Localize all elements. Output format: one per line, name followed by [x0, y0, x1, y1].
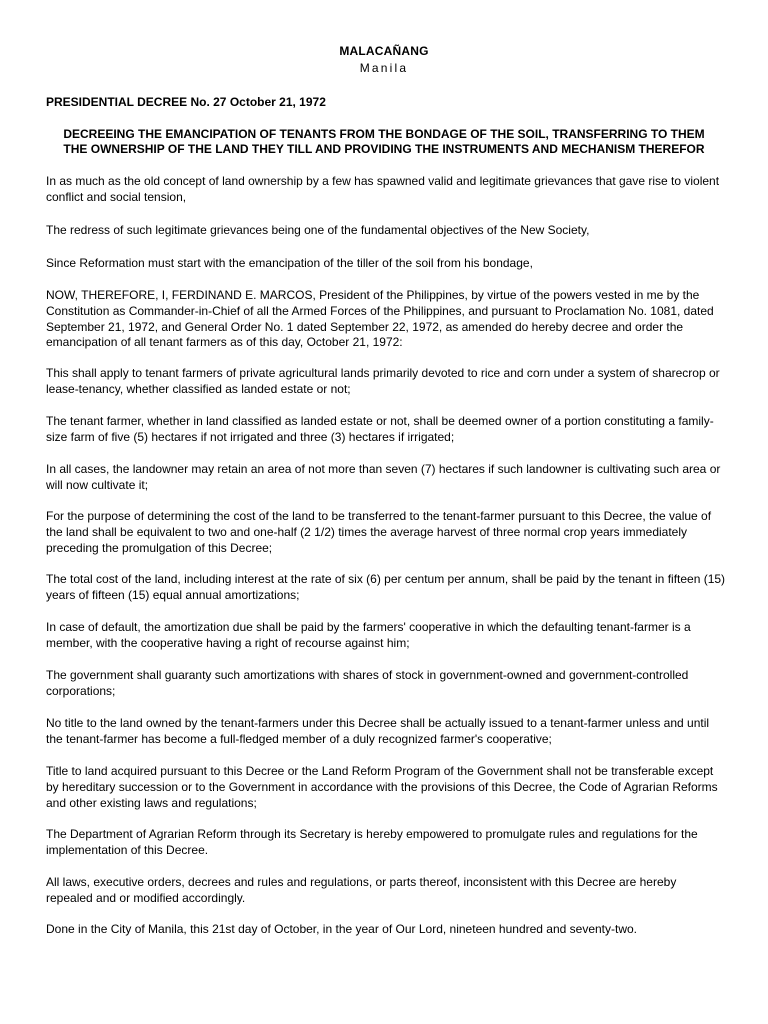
paragraph-whereas-1: In as much as the old concept of land ownership by a few has spawned valid and legitimate grievances that gave rise to violent conflict and social tension,: [46, 174, 720, 204]
decree-title-line-1: DECREEING THE EMANCIPATION OF TENANTS FROM THE BONDAGE OF THE SOIL, TRANSFERRING TO THEM: [63, 127, 705, 141]
paragraph-whereas-3: Since Reformation must start with the emancipation of the tiller of the soil from his bondage,: [46, 256, 533, 270]
paragraph-department: The Department of Agrarian Reform through its Secretary is hereby empowered to promulgate rules and regulations for the implementation of this Decree.: [46, 827, 698, 857]
header-subtitle: Manila: [359, 61, 409, 75]
paragraph-retention: In all cases, the landowner may retain an area of not more than seven (7) hectares if such landowner is cultivating such area or will now cultivate it;: [46, 462, 721, 492]
paragraph-scope: This shall apply to tenant farmers of private agricultural lands primarily devoted to rice and corn under a system of sharecrop or lease-tenancy, whether classified as landed estate or not;: [46, 366, 720, 396]
paragraph-repeal: All laws, executive orders, decrees and rules and regulations, or parts thereof, inconsistent with this Decree are hereby repealed and or modified accordingly.: [46, 875, 677, 905]
paragraph-default: In case of default, the amortization due shall be paid by the farmers' cooperative in which the defaulting tenant-farmer is a member, with the cooperative having a right of recourse against him;: [46, 620, 691, 650]
paragraph-total-cost: The total cost of the land, including interest at the rate of six (6) per centum per annum, shall be paid by the tenant in fifteen (15) years of fifteen (15) equal annual amortizations;: [46, 572, 726, 602]
paragraph-land-value: For the purpose of determining the cost of the land to be transferred to the tenant-farmer pursuant to this Decree, the value of the land shall be equivalent to two and one-half (2 1/2) times the average harvest of three normal crop years immediately preceding the promulgation of this Decree;: [46, 509, 712, 555]
decree-title: [40, 127, 728, 157]
paragraph-whereas-2: The redress of such legitimate grievances being one of the fundamental objectives of the New Society,: [46, 223, 590, 237]
paragraph-done: Done in the City of Manila, this 21st day of October, in the year of Our Lord, nineteen hundred and seventy-two.: [46, 922, 638, 936]
paragraph-guaranty: The government shall guaranty such amortizations with shares of stock in government-owned and government-controlled corporations;: [46, 668, 689, 698]
paragraph-transferability: Title to land acquired pursuant to this Decree or the Land Reform Program of the Government shall not be transferable except by hereditary succession or to the Government in accordance with the provisions of this Decree, the Code of Agrarian Reforms and other existing laws and regulations;: [46, 764, 718, 810]
decree-title-line-2: THE OWNERSHIP OF THE LAND THEY TILL AND PROVIDING THE INSTRUMENTS AND MECHANISM THEREFOR: [63, 142, 705, 156]
paragraph-title-issuance: No title to the land owned by the tenant-farmers under this Decree shall be actually issued to a tenant-farmer unless and until the tenant-farmer has become a full-fledged member of a duly recognized farmer's cooperative;: [46, 716, 710, 746]
header-title: MALACAÑANG: [339, 44, 429, 58]
paragraph-tenant-farmer: The tenant farmer, whether in land classified as landed estate or not, shall be deemed owner of a portion constituting a family-size farm of five (5) hectares if not irrigated and three (3) hectares if irrigated;: [46, 414, 714, 444]
decree-number: PRESIDENTIAL DECREE No. 27 October 21, 1972: [46, 95, 326, 109]
paragraph-now-therefore: NOW, THEREFORE, I, FERDINAND E. MARCOS, President of the Philippines, by virtue of the powers vested in me by the Constitution as Commander-in-Chief of all the Armed Forces of the Philippines, and pursuant to Proclamation No. 1081, dated September 21, 1972, and General Order No. 1 dated September 22, 1972, as amended do hereby decree and order the emancipation of all tenant farmers as of this day, October 21, 1972:: [46, 288, 714, 350]
